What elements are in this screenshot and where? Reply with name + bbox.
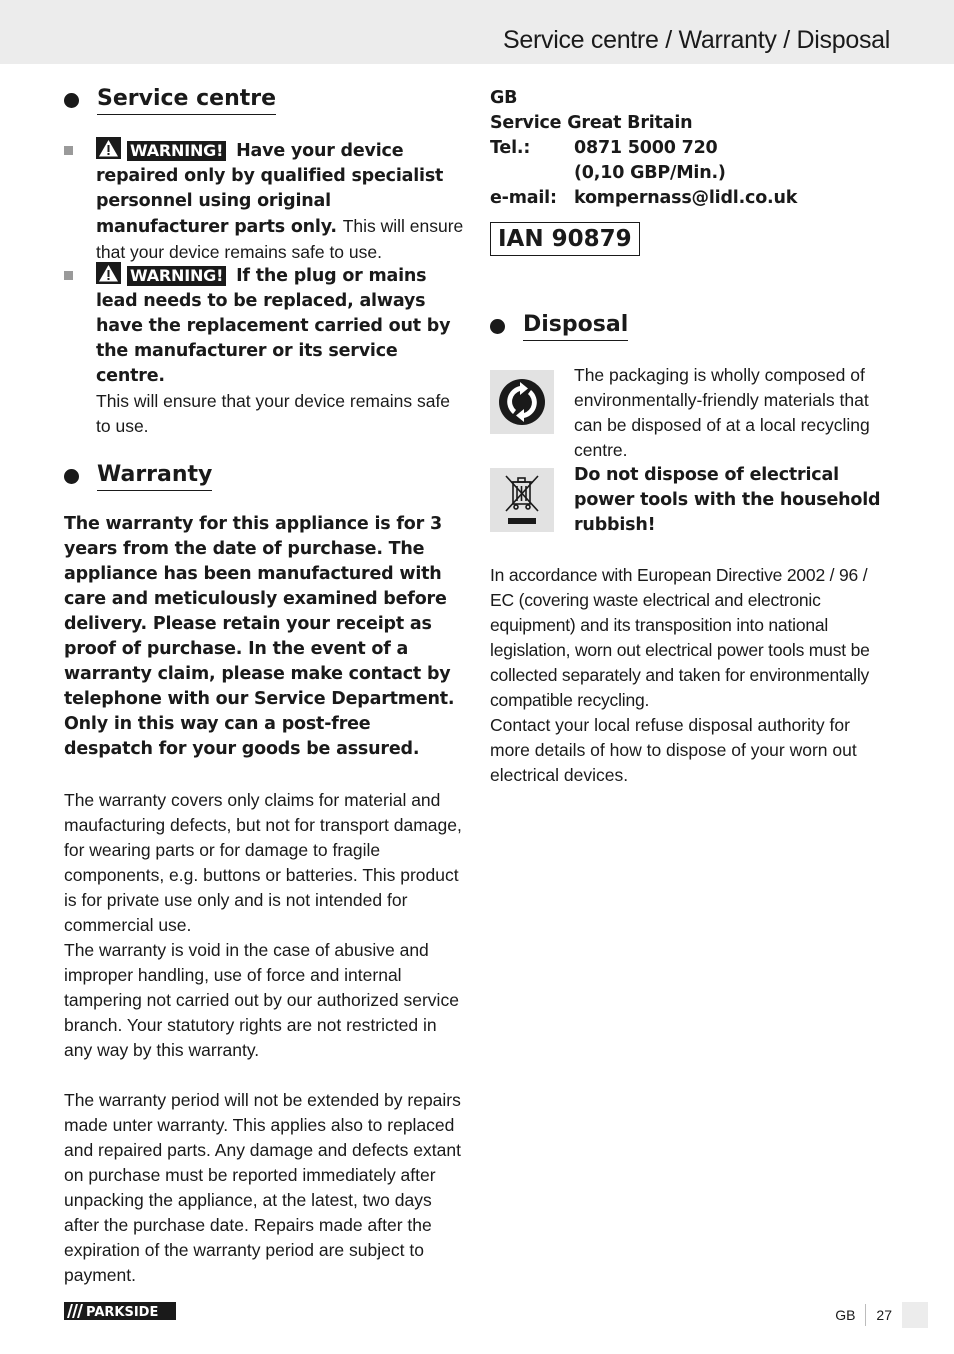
tel-label: Tel.: bbox=[490, 138, 531, 158]
header-band bbox=[0, 0, 954, 64]
contact-country: GB bbox=[490, 88, 518, 108]
section-bullet-icon bbox=[64, 93, 79, 108]
footer-box bbox=[902, 1302, 928, 1328]
contact-block bbox=[490, 86, 894, 211]
warranty-paragraph-2: The warranty is void in the case of abusive and improper handling, use of force and internal tampering not carried out by our authorized service branch. Your statutory rights are not restricted in any way by this warranty. bbox=[64, 940, 459, 1060]
tel-rate: (0,10 GBP/Min.) bbox=[574, 163, 726, 183]
warning-label: WARNING! bbox=[127, 141, 226, 161]
email-value: kompernass@lidl.co.uk bbox=[574, 188, 798, 208]
weee-warning-text: Do not dispose of electrical power tools with the household rubbish! bbox=[574, 465, 881, 535]
warranty-heading bbox=[64, 462, 212, 491]
warning-label: WARNING! bbox=[127, 266, 226, 286]
contact-tel-row bbox=[490, 136, 894, 161]
section-bullet-icon bbox=[490, 319, 505, 334]
warranty-paragraph-3: The warranty period will not be extended by repairs made unter warranty. This applies also to replaced and repaired parts. Any damage and defects extant on purchase must be reported immediately after unpacking the appliance, at the latest, two days after the purchase date. Repairs made after the expiration of the warranty period are subject to payment. bbox=[64, 1090, 461, 1285]
weee-icon-box bbox=[490, 468, 554, 532]
warning-bold-text: If the plug or mains lead needs to be replaced, always have the replacement carried out by the manufacturer or its service centre. bbox=[96, 266, 451, 386]
warning-bold-text: Have your device repaired only by qualified specialist personnel using original manufacturer parts only. bbox=[96, 141, 444, 237]
green-dot-recycling-icon bbox=[497, 377, 547, 427]
warranty-paragraph-1: The warranty covers only claims for material and maufacturing defects, but not for transport damage, for wearing parts or for damage to fragile components, e.g. buttons or batteries. This product is for private use only and is not intended for commercial use. bbox=[64, 790, 462, 935]
contact-email-row bbox=[490, 186, 894, 211]
service-warning-item-2 bbox=[64, 262, 464, 439]
disposal-paragraph-2: Contact your local refuse disposal authority for more details of how to dispose of your worn out electrical devices. bbox=[490, 715, 857, 785]
email-label: e-mail: bbox=[490, 188, 557, 208]
parkside-logo bbox=[64, 1302, 176, 1324]
warning-triangle-icon bbox=[96, 262, 121, 284]
packaging-text: The packaging is wholly composed of environmentally-friendly materials that can be disposed of at a local recycling centre. bbox=[574, 365, 870, 460]
list-bullet-icon bbox=[64, 146, 73, 155]
disposal-paragraph-1: In accordance with European Directive 2002 / 96 / EC (covering waste electrical and electronic equipment) and its transposition into national legislation, worn out electrical power tools must be collected separately and taken for environmentally compatible recycling. bbox=[490, 565, 870, 710]
service-warning-item-1 bbox=[64, 137, 464, 266]
footer-page-info bbox=[835, 1302, 928, 1328]
recycling-icon-box bbox=[490, 370, 554, 434]
footer-language: GB bbox=[835, 1307, 856, 1323]
disposal-heading bbox=[490, 312, 628, 341]
footer-divider bbox=[865, 1304, 866, 1326]
warranty-bold-paragraph: The warranty for this appliance is for 3 years from the date of purchase. The appliance has been manufactured with care and meticulously examined before delivery. Please retain your receipt as proof of purchase. In the event of a warranty claim, please make contact by telephone with our Service Department. Only in this way can a post-free despatch for your goods be assured. bbox=[64, 514, 455, 759]
contact-rate-row bbox=[490, 161, 894, 186]
service-centre-heading bbox=[64, 86, 276, 115]
warning-triangle-icon bbox=[96, 137, 121, 159]
crossed-out-wheelie-bin-icon bbox=[502, 472, 542, 528]
tel-value: 0871 5000 720 bbox=[574, 138, 718, 158]
section-bullet-icon bbox=[64, 469, 79, 484]
warning-normal-text: This will ensure that your device remains safe to use. bbox=[96, 216, 464, 262]
page-title: Service centre / Warranty / Disposal bbox=[502, 26, 890, 54]
ian-number: IAN 90879 bbox=[490, 222, 640, 256]
brand-text: PARKSIDE bbox=[86, 1305, 159, 1320]
footer-page-number: 27 bbox=[876, 1307, 892, 1323]
list-bullet-icon bbox=[64, 271, 73, 280]
section-title: Disposal bbox=[523, 312, 628, 341]
section-title: Service centre bbox=[97, 86, 276, 115]
contact-service-name: Service Great Britain bbox=[490, 113, 693, 133]
warning-normal-text: This will ensure that your device remains safe to use. bbox=[96, 391, 451, 436]
section-title: Warranty bbox=[97, 462, 212, 491]
